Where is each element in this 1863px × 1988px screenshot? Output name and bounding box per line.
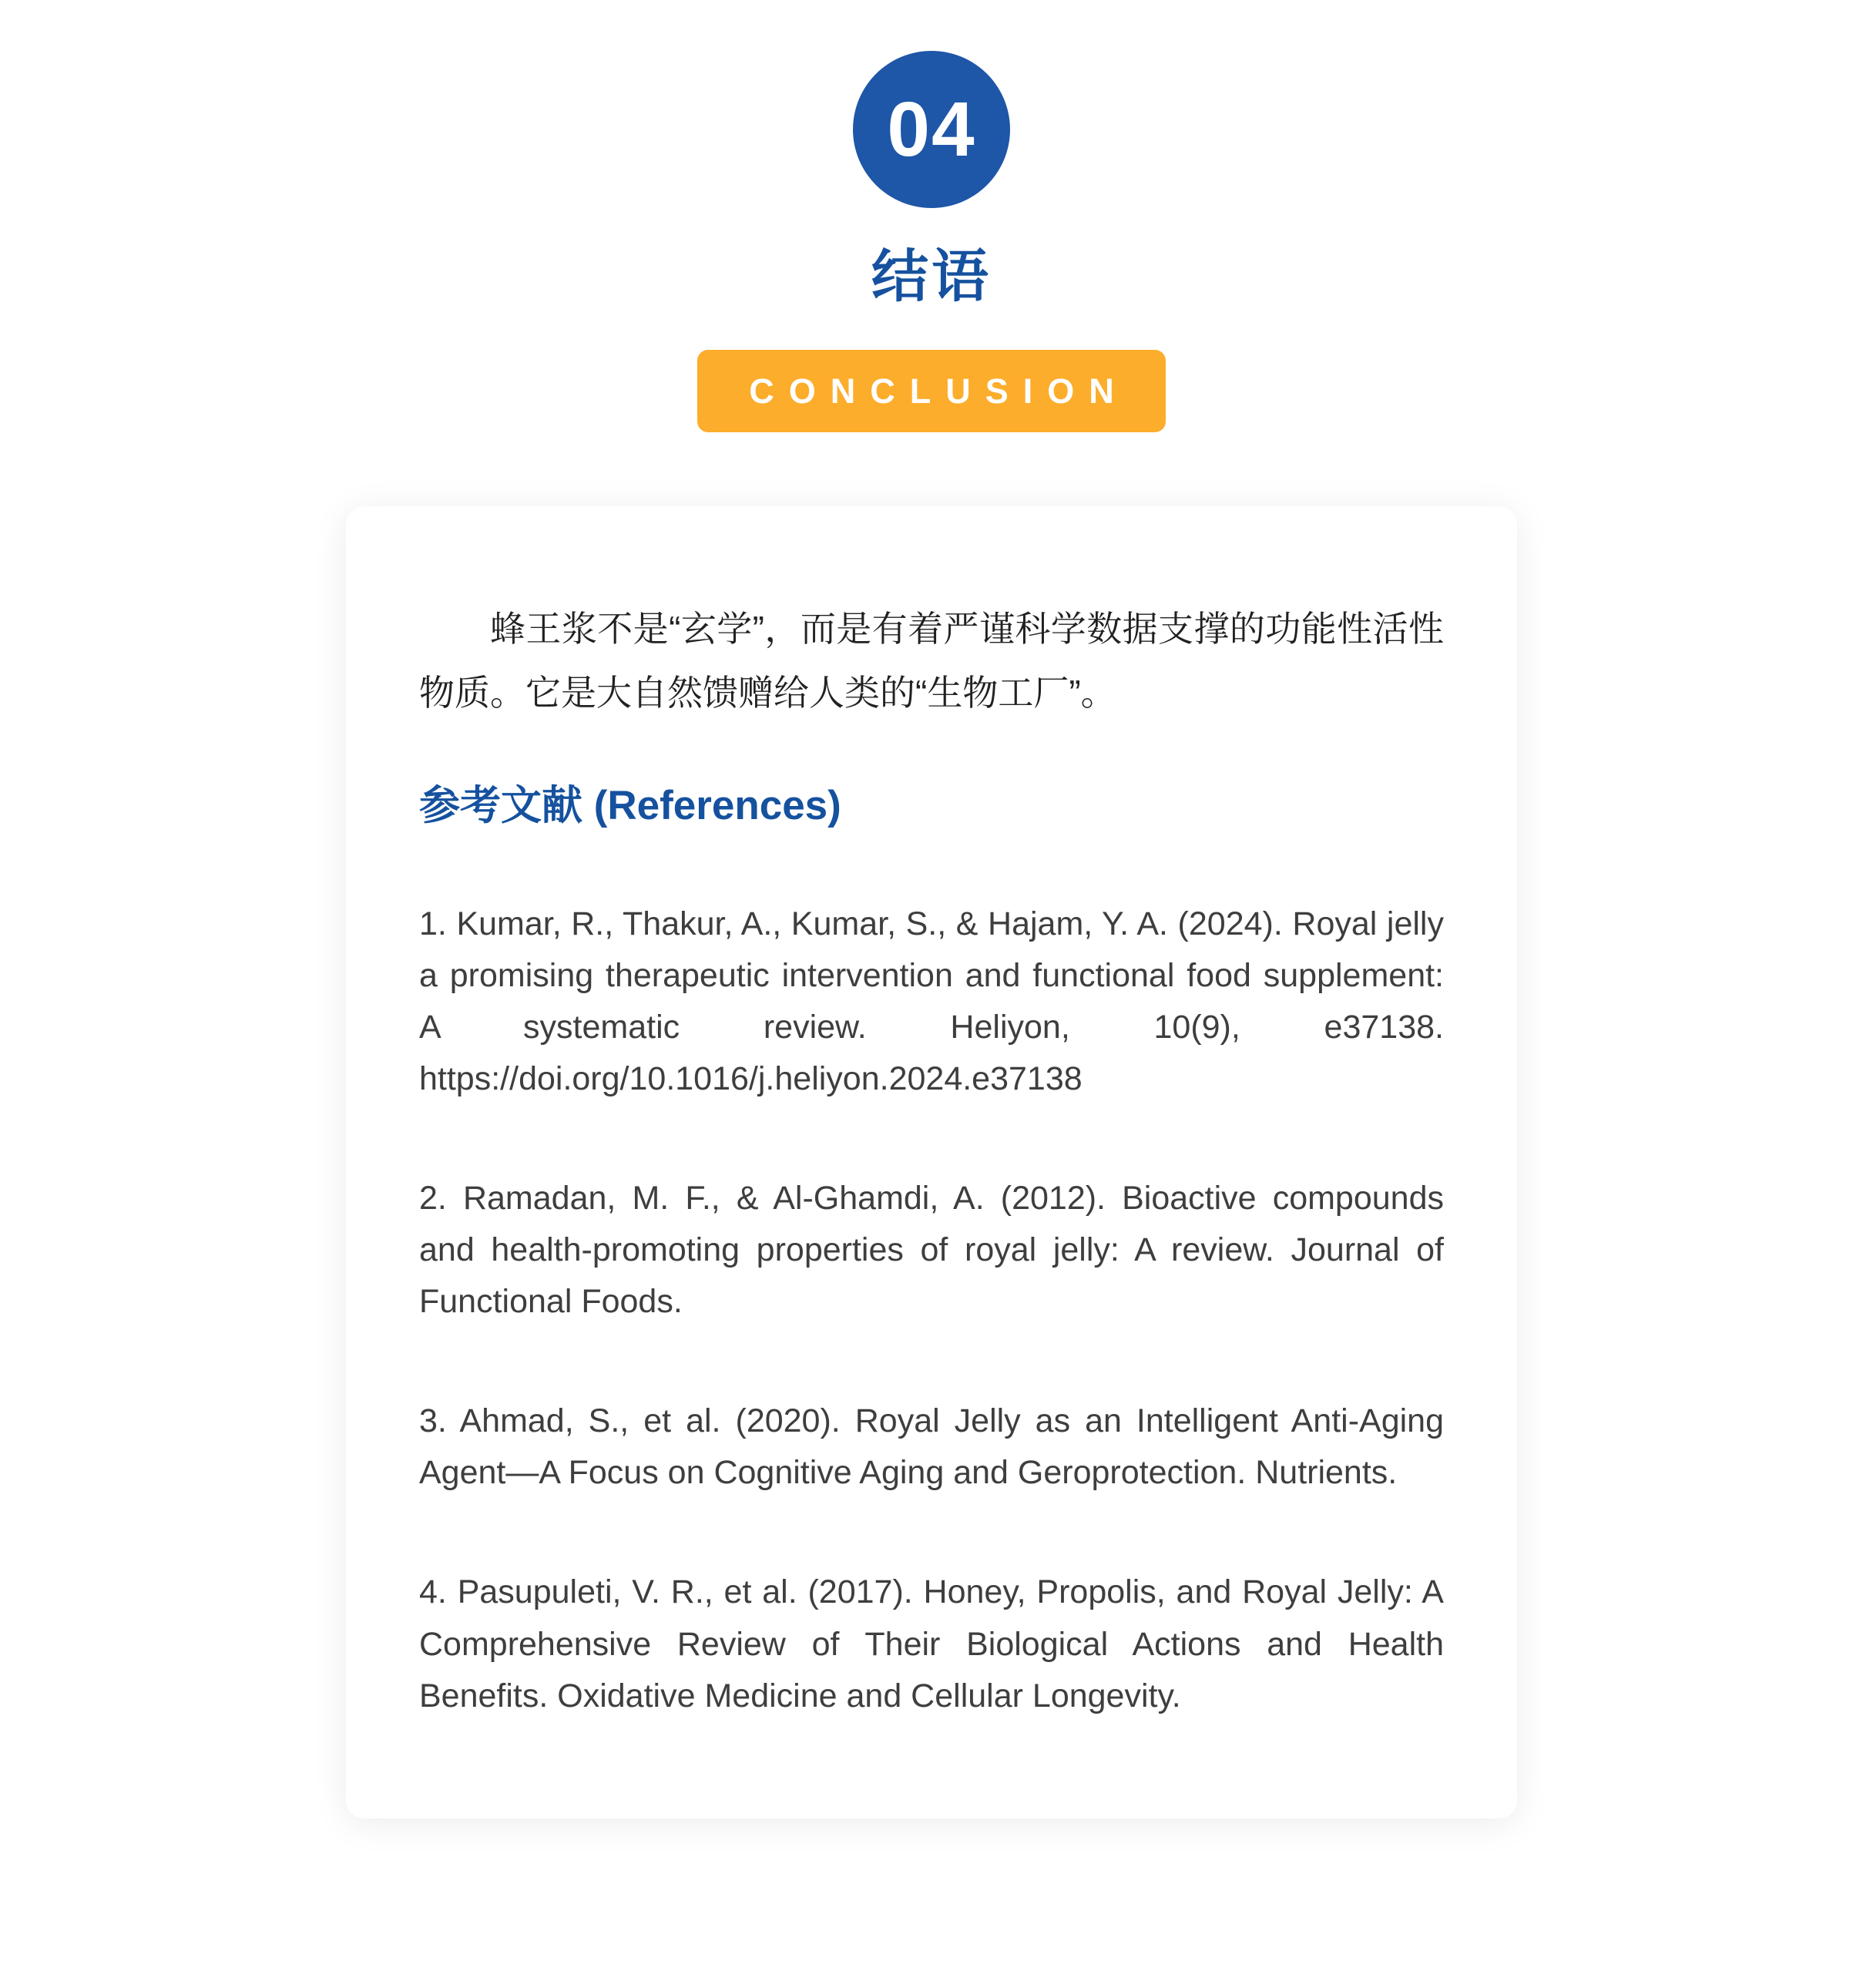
conclusion-paragraph: 蜂王浆不是“玄学”，而是有着严谨科学数据支撑的功能性活性物质。它是大自然馈赠给人类的“生物工厂”。 (419, 608, 1444, 714)
reference-item-3: 3. Ahmad, S., et al. (2020). Royal Jelly as an Intelligent Anti-Aging Agent—A Focus on Cognitive Aging and Geroprotection. Nutrients. (419, 1402, 1444, 1492)
reference-item-4: 4. Pasupuleti, V. R., et al. (2017). Honey, Propolis, and Royal Jelly: A Comprehensive Review of Their Biological Actions and Health Benefits. Oxidative Medicine and Cellular Longevity. (419, 1573, 1444, 1714)
conclusion-card (346, 506, 1517, 1818)
references-heading: 参考文献 (References) (419, 783, 841, 829)
section-title-zh: 结语 (871, 244, 992, 308)
section-number-circle (853, 51, 1010, 208)
section-header (0, 0, 1863, 432)
reference-item-1: 1. Kumar, R., Thakur, A., Kumar, S., & Hajam, Y. A. (2024). Royal jelly a promising therapeutic intervention and functional food supplement: A systematic review. Heliyon, 10(9), e37138. https://doi.org/10.1016/j.heliyon.2024.e37138 (419, 905, 1444, 1097)
section-number: 04 (887, 86, 976, 173)
references-list (419, 898, 1444, 1722)
section-title-en-badge: CONCLUSION (697, 350, 1166, 432)
reference-item-2: 2. Ramadan, M. F., & Al-Ghamdi, A. (2012). Bioactive compounds and health-promoting properties of royal jelly: A review. Journal of Functional Foods. (419, 1180, 1444, 1321)
